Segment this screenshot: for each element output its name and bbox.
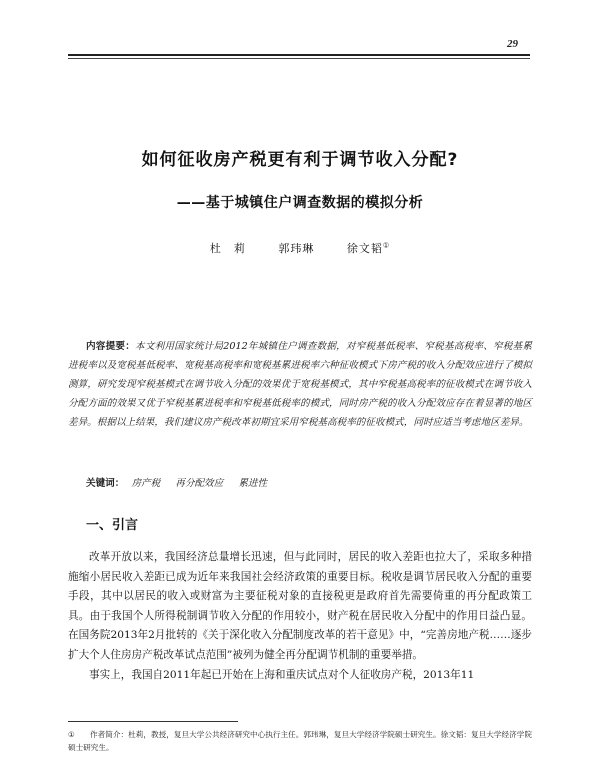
- keyword: 累进性: [238, 478, 268, 489]
- footnote-text: 作者简介：杜莉，教授，复旦大学公共经济研究中心执行主任。郭玮琳，复旦大学经济学院硕士研究生。徐文韬：复旦大学经济学院硕士研究生。: [68, 730, 532, 752]
- footnote-mark: ①: [68, 730, 75, 739]
- body-text: [68, 548, 532, 685]
- author-name: [347, 240, 390, 256]
- abstract-label: 内容提要：: [86, 341, 136, 352]
- keywords-label: 关键词：: [86, 478, 125, 489]
- page-number: 29: [507, 38, 518, 50]
- body-paragraph: 改革开放以来，我国经济总量增长迅速，但与此同时，居民的收入差距也拉大了，采取多种措施缩小居民收入差距已成为近年来我国社会经济政策的重要目标。税收是调节居民收入分配的重要手段，其中以居民的收入或财富为主要征税对象的直接税更是政府首先需要倚重的再分配政策工具。由于我国个人所得税制调节收入分配的作用较小，财产税在居民收入分配中的作用日益凸显。在国务院2013年2月批转的《关于深化收入分配制度改革的若干意见》中，“完善房地产税……逐步扩大个人住房房产税改革试点范围”被列为健全再分配调节机制的重要举措。: [68, 551, 532, 661]
- body-paragraph: 事实上，我国自2011年起已开始在上海和重庆试点对个人征收房产税，2013年11: [89, 668, 475, 681]
- author-name: 杜 莉: [209, 242, 246, 255]
- footnote-rule: [68, 721, 238, 722]
- keyword: 再分配效应: [175, 478, 224, 489]
- header-rule-thin: [68, 58, 530, 59]
- author-footnote-mark[interactable]: ①: [382, 241, 391, 250]
- footnote: [68, 728, 532, 754]
- article-subtitle: ——基于城镇住户调查数据的模拟分析: [176, 195, 424, 211]
- author-list: [0, 240, 600, 256]
- keywords: [86, 475, 279, 489]
- author-name-text: 徐文韬: [346, 242, 383, 255]
- author-name: 郭玮琳: [278, 242, 315, 255]
- article-title: 如何征收房产税更有利于调节收入分配?: [141, 150, 459, 170]
- header-rule: [68, 54, 530, 56]
- abstract-text: 本文利用国家统计局2012年城镇住户调查数据，对窄税基低税率、窄税基高税率、窄税基累进税率以及宽税基低税率、宽税基高税率和宽税基累进税率六种征收模式下房产税的收入分配效应进行了模拟测算，研究发现窄税基模式在调节收入分配的效果优于宽税基模式，其中窄税基高税率的征收模式在调节收入分配方面的效果又优于窄税基累进税率和窄税基低税率的模式，同时房产税的收入分配效应存在着显著的地区差异。根据以上结果，我们建议房产税改革初期宜采用窄税基高税率的征收模式，同时应适当考虑地区差异。: [68, 341, 533, 428]
- section-heading: 一、引言: [86, 518, 139, 533]
- abstract: [68, 337, 532, 432]
- keyword: 房产税: [131, 478, 161, 489]
